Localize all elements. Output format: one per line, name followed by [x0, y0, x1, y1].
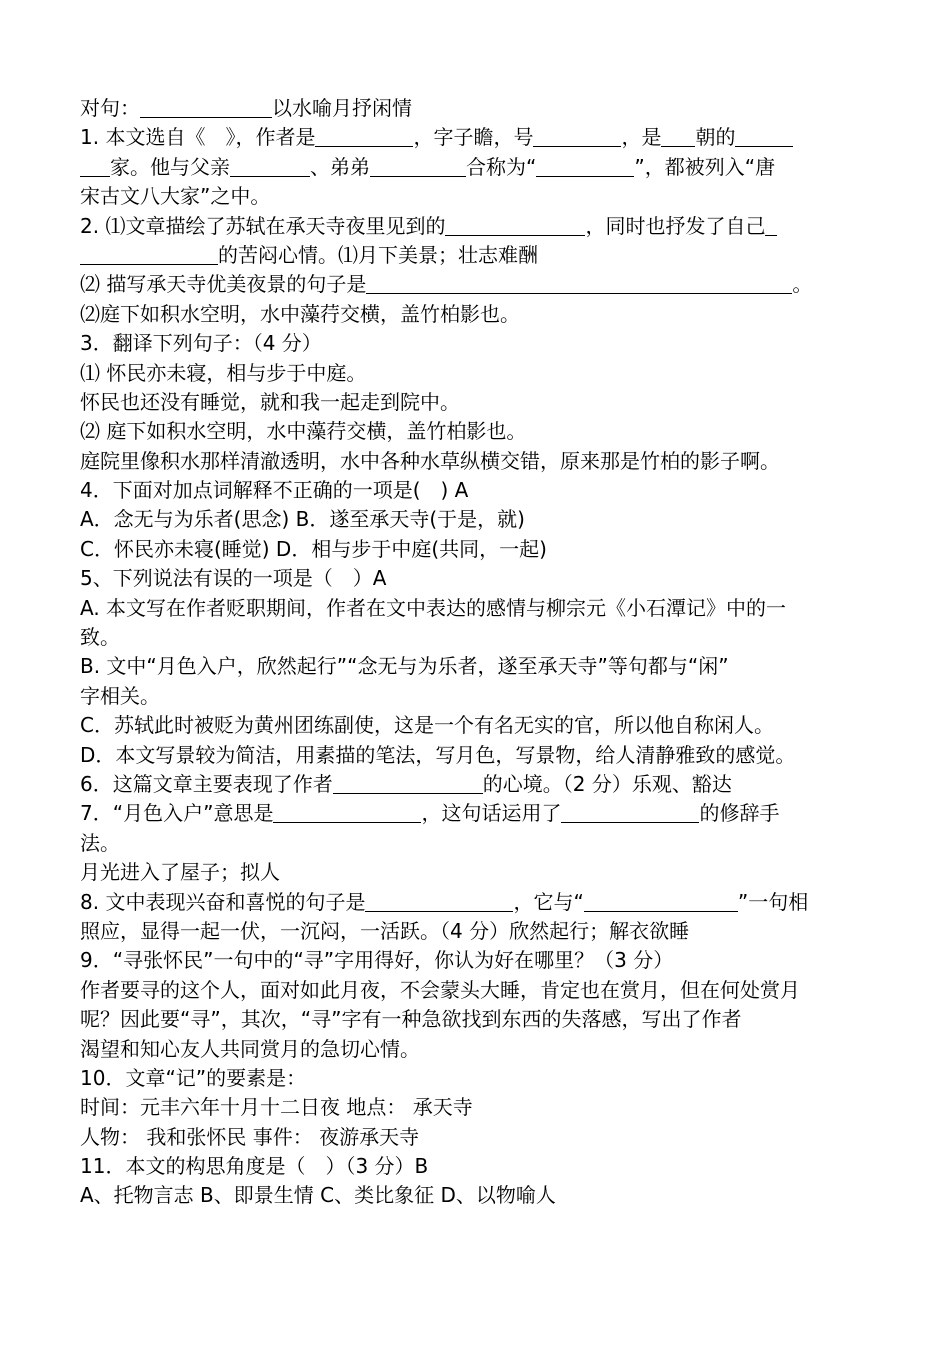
- text-line: [80, 359, 880, 388]
- answer-blank: [365, 891, 513, 912]
- text-run: B. 文中“月色入户，欣然起行”“念无与为乐者，遂至承天寺”等句都与“闲”: [80, 654, 729, 679]
- answer-blank: [370, 156, 466, 177]
- text-run: ，是: [621, 125, 662, 150]
- text-line: [80, 946, 880, 975]
- text-run: 人物： 我和张怀民 事件： 夜游承天寺: [80, 1124, 420, 1149]
- answer-blank: [80, 244, 218, 265]
- text-run: 10．文章“记”的要素是：: [80, 1065, 307, 1090]
- text-line: [80, 564, 880, 593]
- text-run: 2. ⑴文章描绘了苏轼在承天寺夜里见到的: [80, 213, 446, 238]
- text-run: 9．“寻张怀民”一句中的“寻”字用得好，你认为好在哪里？（3 分）: [80, 948, 674, 973]
- text-run: 3．翻译下列句子：（4 分）: [80, 331, 322, 356]
- text-run: C．苏轼此时被贬为黄州团练副使，这是一个有名无实的官，所以他自称闲人。: [80, 713, 774, 738]
- text-run: 对句：: [80, 96, 140, 120]
- text-line: [80, 241, 880, 270]
- text-run: 致。: [80, 625, 120, 650]
- text-run: 的苦闷心情。⑴月下美景；壮志难酬: [218, 242, 538, 267]
- text-line: [80, 535, 880, 564]
- text-line: [80, 652, 880, 681]
- answer-blank: [561, 802, 699, 823]
- text-run: 合称为“: [466, 154, 537, 179]
- text-line: [80, 212, 880, 241]
- answer-blank: [536, 156, 634, 177]
- text-line: [80, 917, 880, 946]
- text-run: 4．下面对加点词解释不正确的一项是( ) A: [80, 478, 469, 503]
- text-run: 1. 本文选自《 》，作者是: [80, 125, 316, 150]
- text-run: 朝的: [695, 125, 736, 150]
- text-run: A、托物言志 B、即景生情 C、类比象征 D、以物喻人: [80, 1183, 556, 1208]
- text-run: 5、下列说法有误的一项是（ ）A: [80, 566, 387, 591]
- text-run: 、弟弟: [310, 154, 370, 179]
- text-run: D．本文写景较为简洁，用素描的笔法，写月色，写景物，给人清静雅致的感觉。: [80, 742, 796, 767]
- text-run: 作者要寻的这个人，面对如此月夜，不会蒙头大睡，肯定也在赏月，但在何处赏月: [80, 977, 800, 1002]
- text-line: [80, 388, 880, 417]
- answer-blank: [80, 156, 110, 177]
- text-run: ⑵ 描写承天寺优美夜景的句子是: [80, 272, 367, 297]
- text-line: [80, 829, 880, 858]
- text-line: [80, 300, 880, 329]
- text-run: ⑴ 怀民亦未寝，相与步于中庭。: [80, 360, 367, 385]
- text-line: [80, 1152, 880, 1181]
- text-line: [80, 1181, 880, 1210]
- text-line: [80, 417, 880, 446]
- text-run: ，它与“: [513, 889, 584, 914]
- answer-blank: [273, 802, 421, 823]
- text-run: ，字子瞻，号: [413, 125, 534, 150]
- text-run: 法。: [80, 830, 120, 855]
- text-line: [80, 799, 880, 828]
- text-run: A．念无与为乐者(思念) B．遂至承天寺(于是，就): [80, 507, 525, 532]
- text-line: [80, 770, 880, 799]
- text-run: 以水喻月抒闲情: [272, 96, 412, 120]
- answer-blank: [140, 97, 272, 118]
- text-run: 渴望和知心友人共同赏月的急切心情。: [80, 1036, 420, 1061]
- text-run: ⑵庭下如积水空明，水中藻荇交横，盖竹柏影也。: [80, 301, 520, 326]
- text-run: 7．“月色入户”意思是: [80, 801, 274, 826]
- text-run: 的修辞手: [699, 801, 780, 826]
- text-run: 时间：元丰六年十月十二日夜 地点： 承天寺: [80, 1095, 473, 1120]
- text-run: 6．这篇文章主要表现了作者: [80, 771, 333, 796]
- text-line: [80, 741, 880, 770]
- answer-blank: [230, 156, 310, 177]
- answer-blank: [533, 126, 621, 147]
- text-run: ”一句相: [737, 889, 809, 914]
- text-run: A. 本文写在作者贬职期间，作者在文中表达的感情与柳宗元《小石潭记》中的一: [80, 595, 787, 620]
- text-line: [80, 1064, 880, 1093]
- text-line: [80, 476, 880, 505]
- text-line: [80, 888, 880, 917]
- text-run: ”，都被列入“唐: [634, 154, 776, 179]
- text-line: [80, 1035, 880, 1064]
- text-line: [80, 976, 880, 1005]
- text-line: [80, 123, 880, 152]
- text-line: [80, 329, 880, 358]
- text-line: [80, 682, 880, 711]
- text-run: 呢？因此要“寻”，其次，“寻”字有一种急欲找到东西的失落感，写出了作者: [80, 1007, 742, 1032]
- text-line: [80, 623, 880, 652]
- text-line: [80, 1123, 880, 1152]
- text-line: [80, 153, 880, 182]
- text-run: 月光进入了屋子；拟人: [80, 860, 280, 885]
- answer-blank: [584, 891, 738, 912]
- text-line: [80, 94, 880, 123]
- text-run: 宋古文八大家”之中。: [80, 184, 271, 209]
- text-line: [80, 505, 880, 534]
- text-run: 字相关。: [80, 683, 160, 708]
- text-run: 怀民也还没有睡觉，就和我一起走到院中。: [80, 389, 460, 414]
- text-line: [80, 270, 880, 299]
- text-line: [80, 1093, 880, 1122]
- text-line: [80, 711, 880, 740]
- text-run: ，这句话运用了: [421, 801, 562, 826]
- text-line: [80, 1005, 880, 1034]
- answer-blank: [765, 215, 777, 236]
- answer-blank: [661, 126, 695, 147]
- answer-blank: [445, 215, 585, 236]
- text-run: C．怀民亦未寝(睡觉) D．相与步于中庭(共同，一起): [80, 536, 547, 561]
- text-run: ，同时也抒发了自己: [585, 213, 766, 238]
- document-page: [80, 94, 880, 1211]
- text-run: 8. 文中表现兴奋和喜悦的句子是: [80, 889, 366, 914]
- answer-blank: [735, 126, 793, 147]
- text-line: [80, 447, 880, 476]
- text-run: ⑵ 庭下如积水空明，水中藻荇交横，盖竹柏影也。: [80, 419, 527, 444]
- answer-blank: [333, 773, 483, 794]
- text-run: 家。他与父亲: [110, 154, 230, 179]
- answer-blank: [366, 273, 792, 294]
- text-run: 11．本文的构思角度是（ ）（3 分）B: [80, 1154, 429, 1179]
- text-line: [80, 182, 880, 211]
- text-run: 的心境。（2 分）乐观、豁达: [482, 771, 732, 796]
- text-run: 。: [792, 272, 813, 297]
- answer-blank: [315, 126, 413, 147]
- text-line: [80, 594, 880, 623]
- text-run: 庭院里像积水那样清澈透明，水中各种水草纵横交错，原来那是竹柏的影子啊。: [80, 448, 780, 473]
- text-run: 照应，显得一起一伏，一沉闷，一活跃。（4 分）欣然起行；解衣欲睡: [80, 918, 690, 943]
- text-line: [80, 858, 880, 887]
